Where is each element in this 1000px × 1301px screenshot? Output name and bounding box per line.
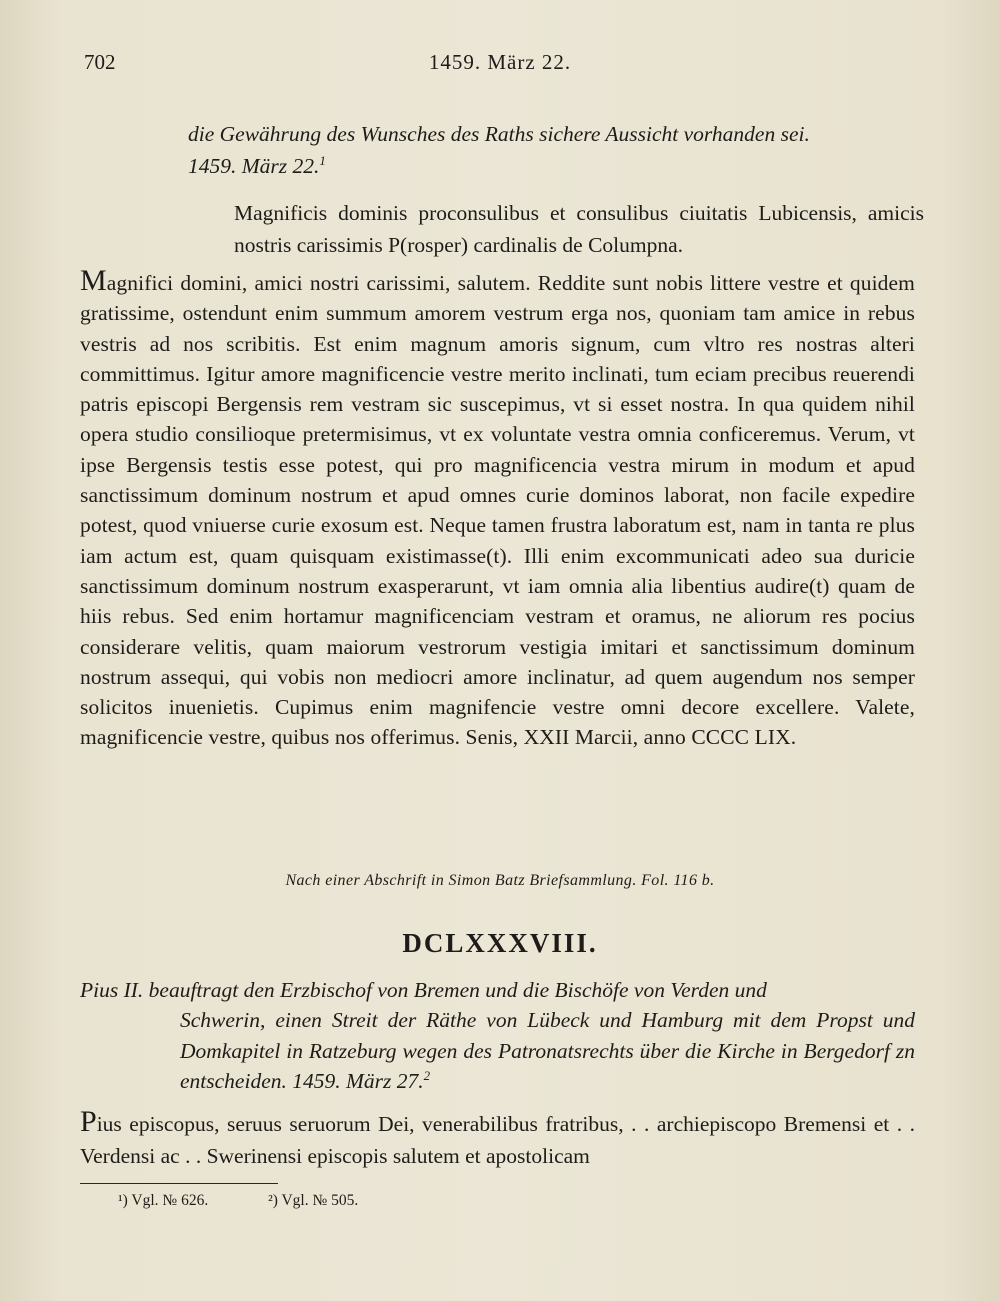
source-note: Nach einer Abschrift in Simon Batz Briefsammlung. Fol. 116 b. <box>285 872 715 889</box>
regest-rest-text: Schwerin, einen Streit der Räthe von Lübeck und Hamburg mit dem Propst und Domkapitel in Ratzeburg wegen des Patronatsrechts über die Kirche in Bergedorf zn entscheiden. 1459. März 27. <box>180 1008 915 1093</box>
regest-rest <box>80 1005 915 1096</box>
running-head: 1459. März 22. <box>428 50 572 74</box>
footnote-2: ²) Vgl. № 505. <box>268 1192 359 1209</box>
letter-text: agnifici domini, amici nostri carissimi, salutem. Reddite sunt nobis littere vestre et quidem gratissime, ostendunt enim summum amorem vestrum erga nos, quoniam tam amice in rebus vestris ad nos scribitis. Est enim magnum amoris signum, cum vltro res nostras alteri committimus. Igitur amore magnificencie vestre merito inclinati, tum eciam precibus reuerendi patris episcopi Bergensis rem vestram sic suscepimus, vt si esset nostra. In qua quidem nihil opera studio consilioque pretermisimus, vt ex voluntate vestra omnia conficeremus. Verum, vt ipse Bergensis testis esse potest, qui pro magnificencia vestra mirum in modum et apud sanctissimum dominum nostrum et apud omnes curie dominos laborat, non facile expedire potest, quod vniuerse curie exosum est. Neque tamen frustra laboratum est, nam in tanta re plus iam actum est, quam quisquam existimasse(t). Illi enim excommunicati adeo sua duricie sanctissimum dominum nostrum exasperarunt, vt iam omnia alia libentius audire(t) quam de hiis rebus. Sed enim hortamur magnificenciam vestram et oramus, ne aliorum res pocius considerare velitis, quam maiorum vestrorum vestigia imitari et sanctissimum dominum nostrum assequi, qui vobis non mediocri amore inclinatur, ad quem augendum nos semper solicitos inuenietis. Cupimus enim magnifencie vestre omni decore excellere. Valete, magnificencie vestre, quibus nos offerimus. Senis, XXII Marcii, anno CCCC LIX. <box>80 271 915 750</box>
regest <box>80 975 915 1096</box>
regest-first-line: Pius II. beauftragt den Erzbischof von Bremen und die Bischöfe von Verden und <box>80 978 767 1002</box>
footnote-marker: 2 <box>423 1068 431 1083</box>
letter-body <box>80 264 915 753</box>
footnote-marker: 1 <box>319 153 326 168</box>
page-number: 702 <box>84 50 116 74</box>
footnotes <box>118 1190 618 1212</box>
document-number: DCLXXXVIII. <box>402 928 598 958</box>
regest-date: 1459. März 22. <box>188 154 320 178</box>
initial-letter: M <box>80 264 107 297</box>
footnote-divider <box>80 1183 278 1184</box>
footnote-1: ¹) Vgl. № 626. <box>118 1192 209 1209</box>
letter-address: Magnificis dominis proconsulibus et consulibus ciuitatis Lubicensis, amicis nostris carissimis P(rosper) cardinalis de Columpna. <box>234 201 924 257</box>
initial-letter: P <box>80 1105 97 1138</box>
document-body <box>80 1105 915 1172</box>
document-text: ius episcopus, seruus seruorum Dei, venerabilibus fratribus, . . archiepiscopo Bremensi et . . Verdensi ac . . Swerinensi episcopis salutem et apostolicam <box>80 1112 915 1168</box>
regest-continuation <box>188 118 923 182</box>
page-header <box>0 50 1000 80</box>
regest-end-line: die Gewährung des Wunsches des Raths sichere Aussicht vorhanden sei. <box>188 122 810 146</box>
